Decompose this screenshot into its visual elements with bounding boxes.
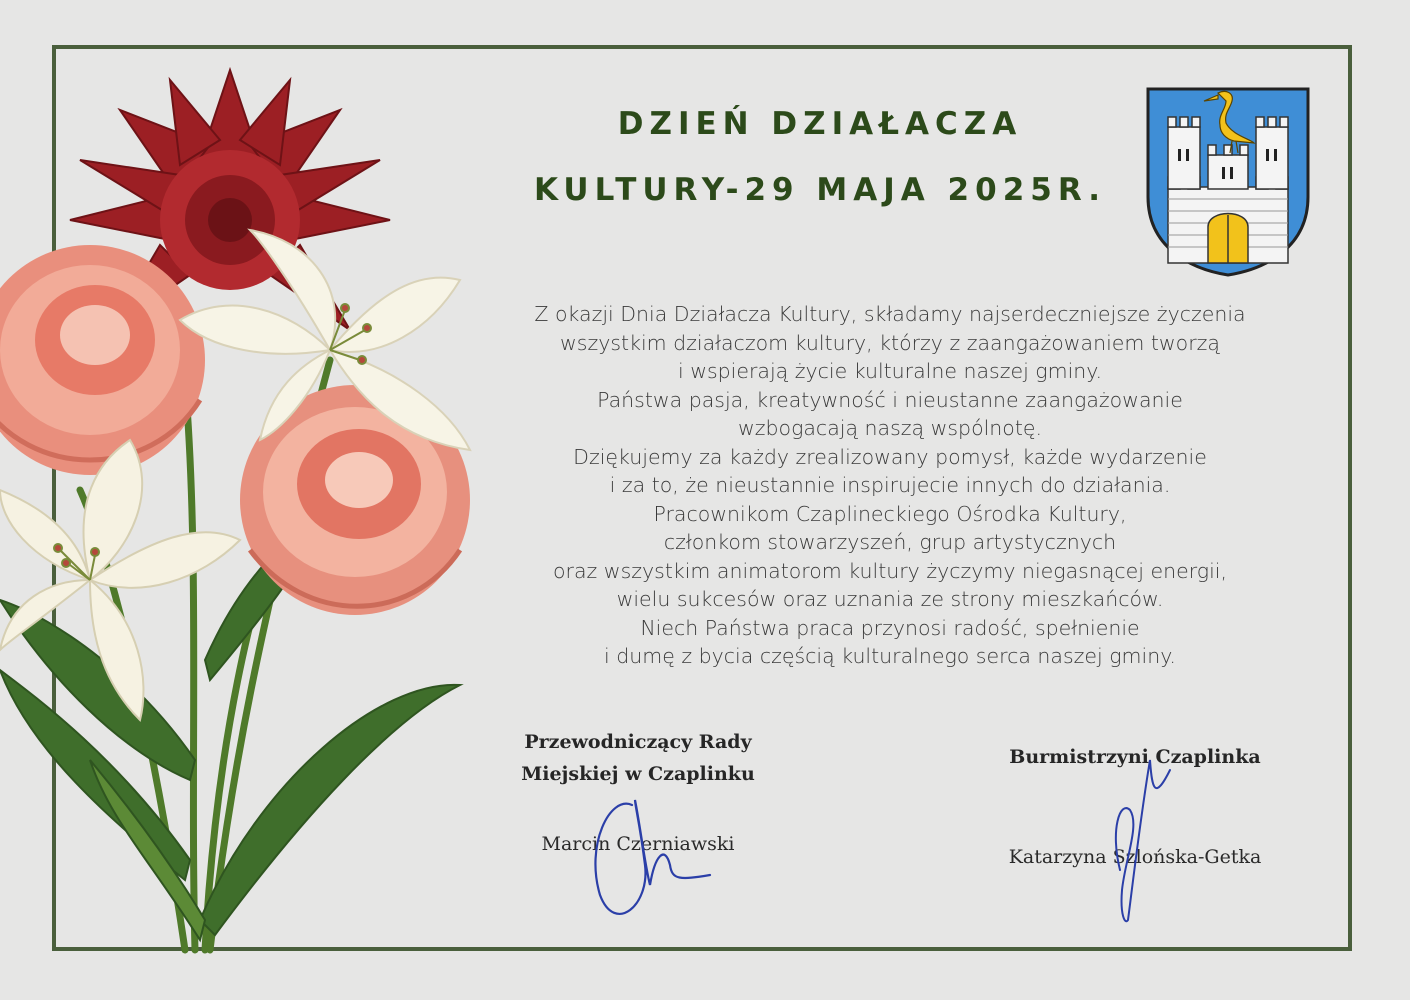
body-line: członkom stowarzyszeń, grup artystycznych: [663, 530, 1117, 554]
right-role-line1: Burmistrzyni Czaplinka: [1009, 746, 1261, 768]
left-signatory-name: Marcin Czerniawski: [541, 833, 735, 855]
right-signatory-name: Katarzyna Szlońska-Getka: [1008, 846, 1262, 868]
left-role-line1: Przewodniczący Rady: [524, 731, 752, 753]
body-line: Pracownikom Czaplineckiego Ośrodka Kultury,: [653, 501, 1127, 526]
flower-bouquet-illustration: [0, 60, 480, 960]
greeting-body: [455, 300, 1325, 671]
body-line: oraz wszystkim animatorom kultury życzymy niegasnącej energii,: [553, 558, 1227, 583]
coat-of-arms-czaplinek-icon: [1146, 87, 1310, 277]
card-title-line2: KULTURY-29 MAJA 2025R.: [533, 172, 1107, 208]
body-line: i wspierają życie kulturalne naszej gminy.: [677, 359, 1102, 383]
left-role-line2: Miejskiej w Czaplinku: [521, 763, 755, 785]
body-line: Niech Państwa praca przynosi radość, spełnienie: [640, 615, 1140, 640]
body-line: Państwa pasja, kreatywność i nieustanne zaangażowanie: [597, 387, 1183, 412]
body-line: wielu sukcesów oraz uznania ze strony mieszkańców.: [616, 587, 1164, 611]
body-line: wzbogacają naszą wspólnotę.: [737, 416, 1043, 440]
card-title-line1: DZIEŃ DZIAŁACZA: [617, 106, 1023, 142]
body-line: i za to, że nieustannie inspirujecie innych do działania.: [609, 473, 1171, 497]
body-line: wszystkim działaczom kultury, którzy z zaangażowaniem tworzą: [560, 330, 1220, 355]
body-line: Dziękujemy za każdy zrealizowany pomysł, każde wydarzenie: [573, 444, 1207, 469]
right-signatory-role: [960, 741, 1310, 773]
body-line: Z okazji Dnia Działacza Kultury, składamy najserdeczniejsze życzenia: [534, 302, 1246, 326]
left-signatory-role: [478, 726, 798, 790]
body-line: i dumę z bycia częścią kulturalnego serca naszej gminy.: [604, 644, 1176, 668]
